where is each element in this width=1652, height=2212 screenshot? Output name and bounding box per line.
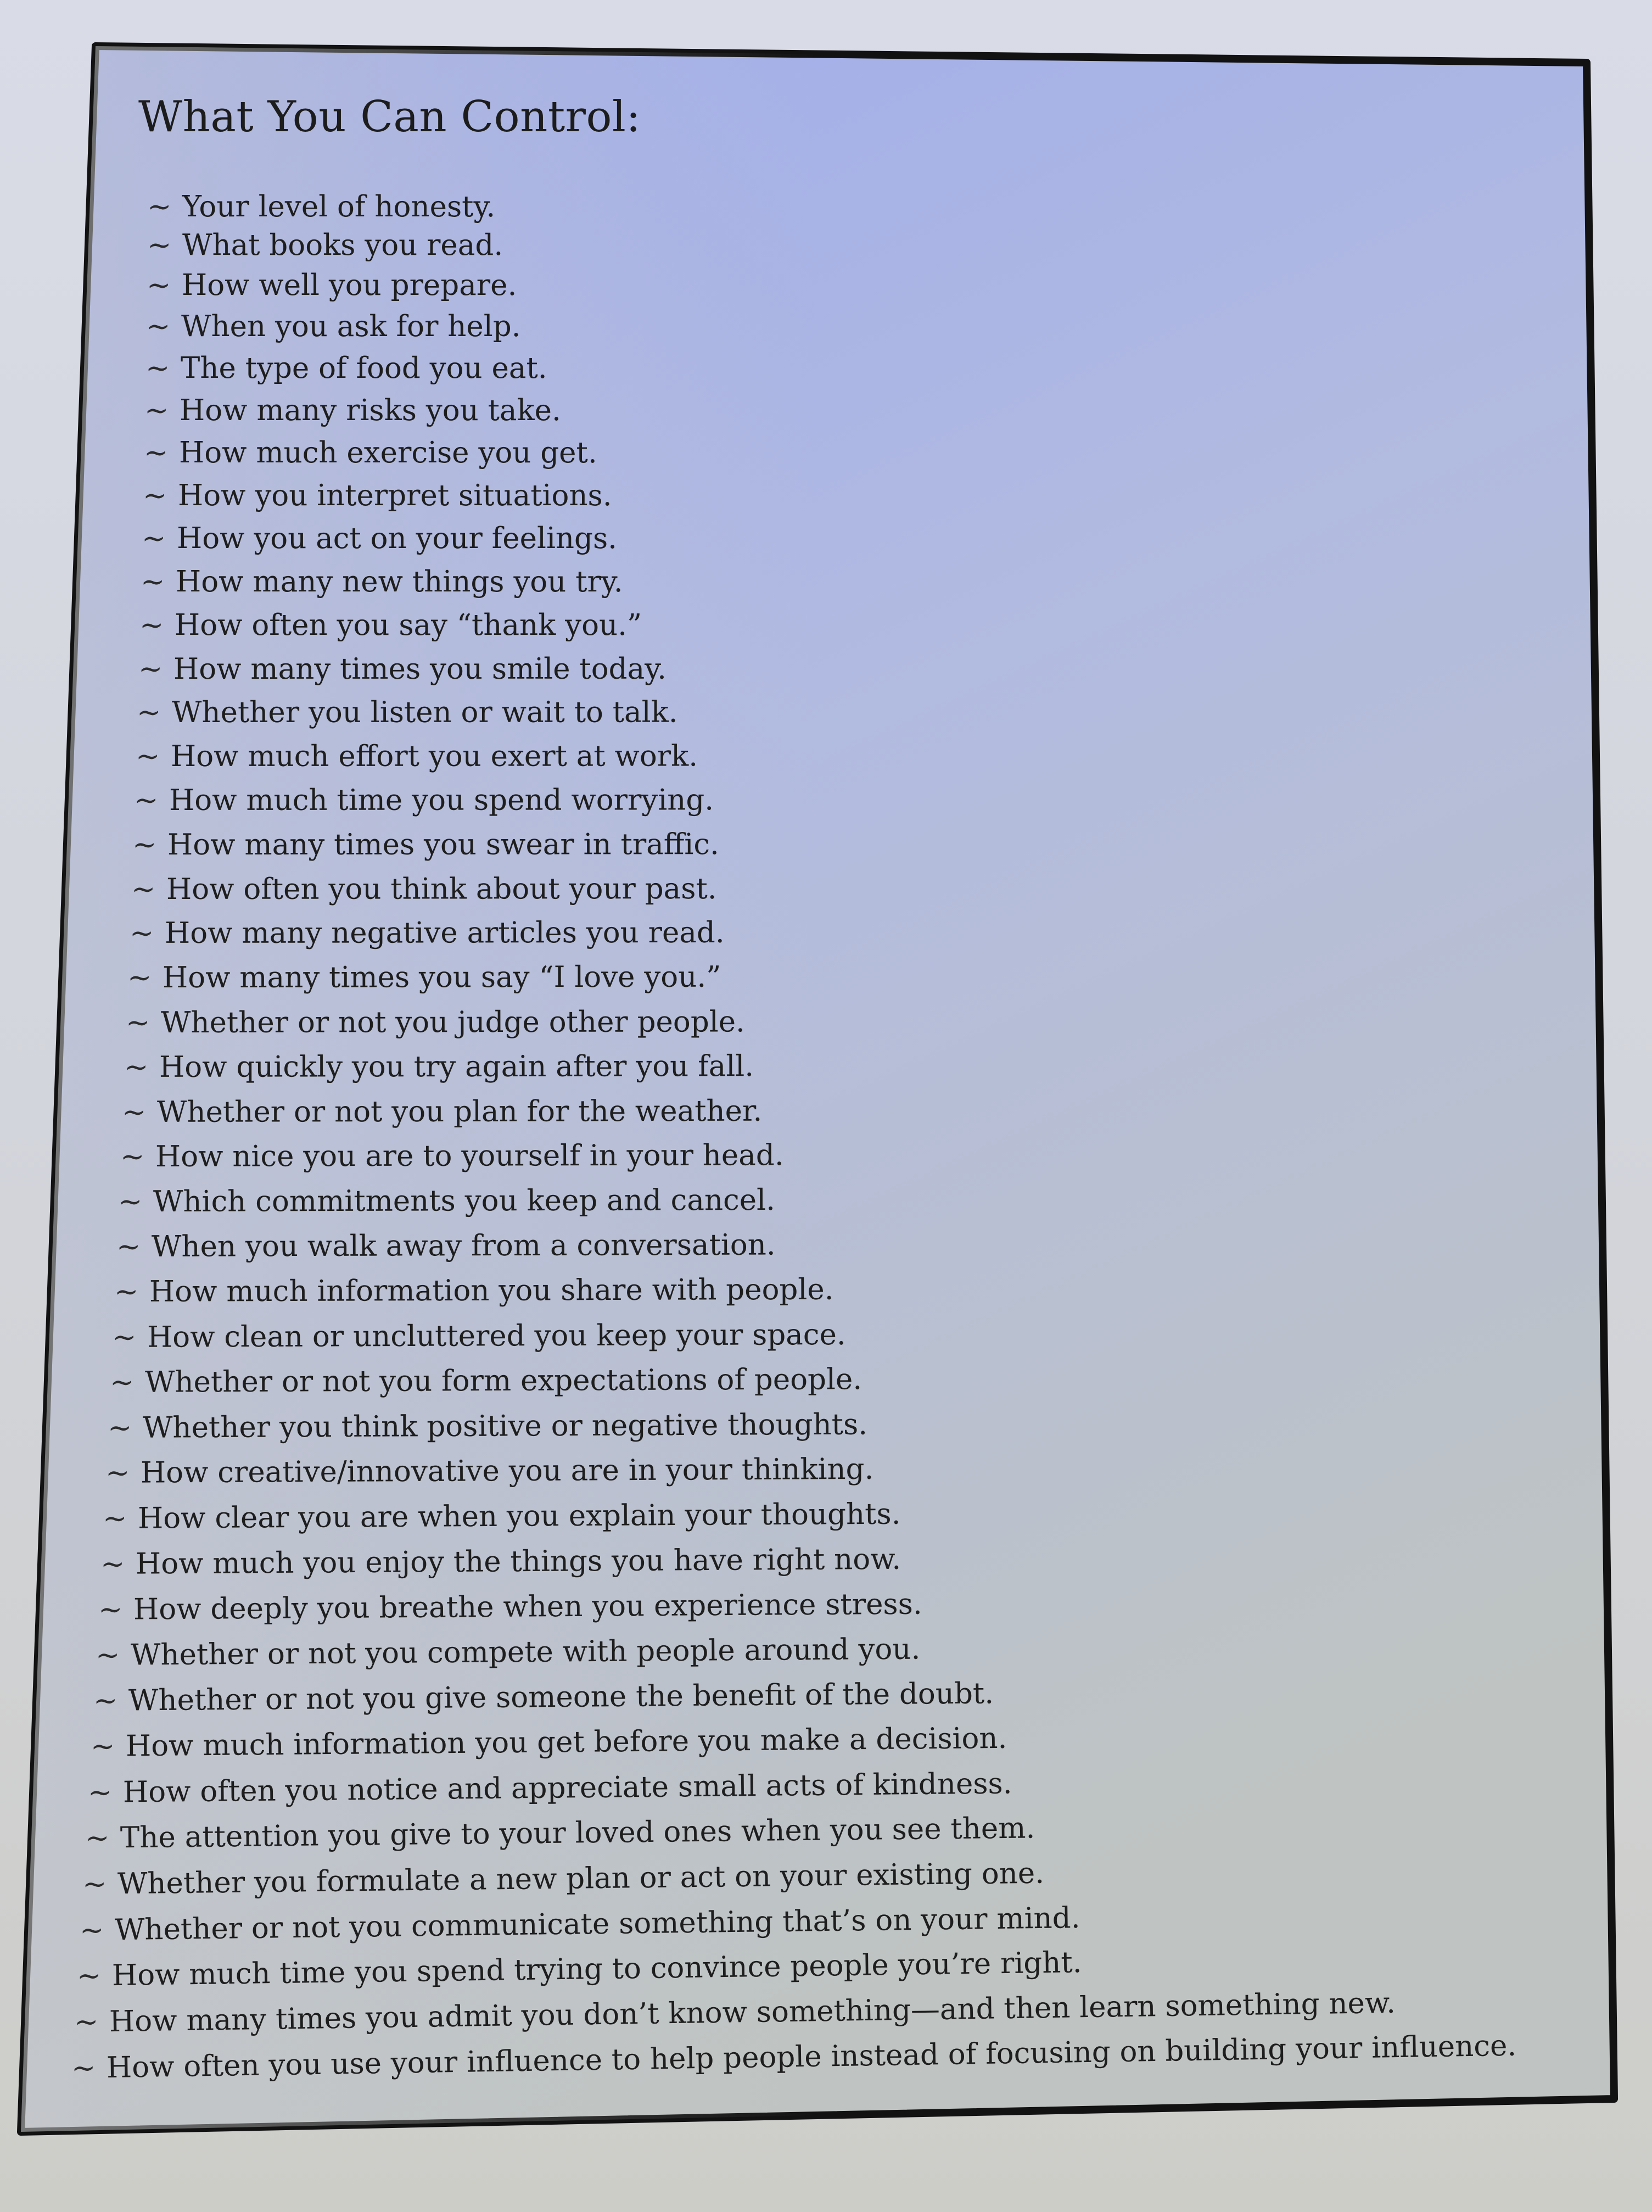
list-item-text: Whether or not you plan for the weather. <box>157 1094 763 1129</box>
list-item-text: How many times you swear in traffic. <box>167 828 720 862</box>
list-item <box>135 739 698 774</box>
tilde-bullet: ~ <box>76 1959 102 1993</box>
list-item-text: What books you read. <box>182 228 503 262</box>
list-item-text: How clear you are when you explain your thoughts. <box>138 1497 901 1535</box>
tilde-bullet: ~ <box>82 1867 108 1901</box>
tilde-bullet: ~ <box>100 1547 125 1581</box>
list-item-text: How much information you share with people. <box>149 1273 834 1309</box>
list-item <box>111 1317 846 1354</box>
list-item <box>143 478 612 512</box>
list-item-text: How much information you get before you make a decision. <box>125 1722 1007 1763</box>
tilde-bullet: ~ <box>116 1230 141 1264</box>
tilde-bullet: ~ <box>126 1006 150 1040</box>
tilde-bullet: ~ <box>131 872 155 906</box>
list-item-text: How much you enjoy the things you have right now. <box>135 1542 901 1581</box>
tilde-bullet: ~ <box>147 228 172 262</box>
list-item <box>77 1948 1082 1991</box>
list-item-text: Whether or not you give someone the benefit of the doubt. <box>128 1677 994 1718</box>
list-item-text: How you act on your feelings. <box>177 522 618 556</box>
tilde-bullet: ~ <box>146 268 171 302</box>
tilde-bullet: ~ <box>129 917 154 951</box>
list-item <box>116 1228 776 1264</box>
list-item-text: How many times you admit you don’t know something—and then learn something new. <box>109 1986 1396 2039</box>
tilde-bullet: ~ <box>144 393 169 427</box>
list-item <box>129 916 725 951</box>
tilde-bullet: ~ <box>137 696 161 730</box>
tilde-bullet: ~ <box>139 608 164 643</box>
list-item <box>122 1094 763 1129</box>
tilde-bullet: ~ <box>107 1411 132 1445</box>
list-item <box>114 1273 834 1309</box>
list-item <box>93 1679 993 1716</box>
list-item <box>143 435 597 470</box>
list-item <box>85 1811 1035 1856</box>
list-item <box>138 652 667 686</box>
list-item <box>88 1769 1012 1807</box>
list-item-text: Your level of honesty. <box>182 190 496 224</box>
list-item-text: When you ask for help. <box>181 309 521 343</box>
tilde-bullet: ~ <box>105 1456 130 1490</box>
tilde-bullet: ~ <box>145 309 171 343</box>
list-item <box>142 522 618 556</box>
list-item-text: How much effort you exert at work. <box>170 739 698 774</box>
list-item <box>134 783 714 818</box>
list-item-text: How much time you spend worrying. <box>169 783 714 818</box>
tilde-bullet: ~ <box>93 1684 118 1718</box>
list-item-text: How many risks you take. <box>180 393 562 427</box>
tilde-bullet: ~ <box>95 1638 120 1672</box>
list-item <box>80 1903 1080 1945</box>
list-item <box>74 1986 1396 2040</box>
tilde-bullet: ~ <box>98 1593 123 1627</box>
tilde-bullet: ~ <box>87 1775 113 1809</box>
tilde-bullet: ~ <box>111 1320 137 1354</box>
tilde-bullet: ~ <box>142 522 166 556</box>
tilde-bullet: ~ <box>132 828 157 862</box>
list-item <box>90 1722 1007 1764</box>
list-item <box>82 1856 1045 1901</box>
list-item <box>109 1362 863 1400</box>
list-item-text: How often you use your influence to help people instead of focusing on building your influence. <box>106 2029 1517 2085</box>
list-item-text: How often you say “thank you.” <box>175 608 642 643</box>
list-item-text: How many times you say “I love you.” <box>163 960 721 995</box>
tilde-bullet: ~ <box>85 1821 110 1856</box>
list-item-text: Whether you think positive or negative thoughts. <box>142 1407 868 1445</box>
list-item-text: How quickly you try again after you fall. <box>159 1049 754 1084</box>
list-item-text: Whether or not you communicate something that’s on your mind. <box>115 1901 1081 1947</box>
list-item-text: How often you notice and appreciate small acts of kindness. <box>122 1767 1012 1809</box>
list-item <box>103 1497 901 1536</box>
list-item-text: The attention you give to your loved ones when you see them. <box>120 1811 1035 1855</box>
tilde-bullet: ~ <box>74 2005 99 2040</box>
list-item-text: How much time you spend trying to convince people you’re right. <box>111 1946 1083 1993</box>
list-item <box>107 1407 868 1445</box>
tilde-bullet: ~ <box>114 1275 139 1309</box>
list-item-text: How nice you are to yourself in your head. <box>155 1138 784 1174</box>
list-item <box>127 960 721 995</box>
list-item <box>71 2031 1517 2083</box>
tilde-bullet: ~ <box>143 478 167 512</box>
tilde-bullet: ~ <box>127 961 152 995</box>
list-item <box>95 1632 921 1672</box>
list-item-text: How well you prepare. <box>181 268 517 302</box>
list-item <box>139 608 642 643</box>
list-item-text: How creative/innovative you are in your thinking. <box>140 1453 874 1490</box>
list-item-text: Whether you listen or wait to talk. <box>172 695 678 730</box>
tilde-bullet: ~ <box>71 2051 96 2085</box>
list-item <box>118 1183 776 1219</box>
list-item-text: How deeply you breathe when you experience stress. <box>133 1587 922 1627</box>
list-item-text: Whether or not you form expectations of people. <box>144 1362 863 1399</box>
list-item-text: How you interpret situations. <box>178 478 612 512</box>
list-item-text: How often you think about your past. <box>166 872 717 906</box>
list-item <box>132 828 720 862</box>
list-item <box>147 228 503 262</box>
list-item-text: Whether or not you compete with people around you. <box>130 1632 921 1672</box>
tilde-bullet: ~ <box>103 1501 128 1536</box>
tilde-bullet: ~ <box>80 1913 105 1947</box>
tilde-bullet: ~ <box>122 1095 147 1129</box>
tilde-bullet: ~ <box>135 740 160 774</box>
list-item <box>145 351 547 385</box>
list-item <box>146 268 517 302</box>
list-item-text: Which commitments you keep and cancel. <box>153 1183 776 1219</box>
list-item <box>141 565 623 599</box>
list-item-text: Whether or not you judge other people. <box>161 1005 746 1040</box>
tilde-bullet: ~ <box>120 1140 145 1174</box>
list-item-text: How many new things you try. <box>176 565 623 599</box>
tilde-bullet: ~ <box>141 565 165 599</box>
list-item <box>131 874 717 904</box>
tilde-bullet: ~ <box>143 436 169 470</box>
list-item <box>145 309 521 343</box>
list-item <box>100 1542 901 1581</box>
list-item <box>126 1005 746 1040</box>
list-item-text: How much exercise you get. <box>178 435 597 470</box>
list-item-text: How clean or uncluttered you keep your space. <box>147 1317 846 1354</box>
list-item <box>120 1138 784 1174</box>
list-item-text: Whether you formulate a new plan or act on your existing one. <box>117 1856 1045 1901</box>
list-item <box>144 393 562 427</box>
list-item <box>105 1455 874 1488</box>
list-item <box>137 695 678 730</box>
tilde-bullet: ~ <box>134 784 159 818</box>
tilde-bullet: ~ <box>138 652 163 686</box>
tilde-bullet: ~ <box>109 1365 135 1400</box>
tilde-bullet: ~ <box>145 351 170 385</box>
list-item <box>124 1049 754 1085</box>
list-item-text: How many negative articles you read. <box>164 916 725 951</box>
list-item <box>98 1587 922 1627</box>
tilde-bullet: ~ <box>118 1185 143 1219</box>
tilde-bullet: ~ <box>90 1730 115 1764</box>
list-item-text: When you walk away from a conversation. <box>151 1228 776 1264</box>
tilde-bullet: ~ <box>147 190 172 224</box>
page-title: What You Can Control: <box>138 92 641 142</box>
list-item-text: The type of food you eat. <box>180 351 547 385</box>
list-item <box>147 190 496 224</box>
tilde-bullet: ~ <box>124 1051 149 1085</box>
list-item-text: How many times you smile today. <box>173 652 667 686</box>
